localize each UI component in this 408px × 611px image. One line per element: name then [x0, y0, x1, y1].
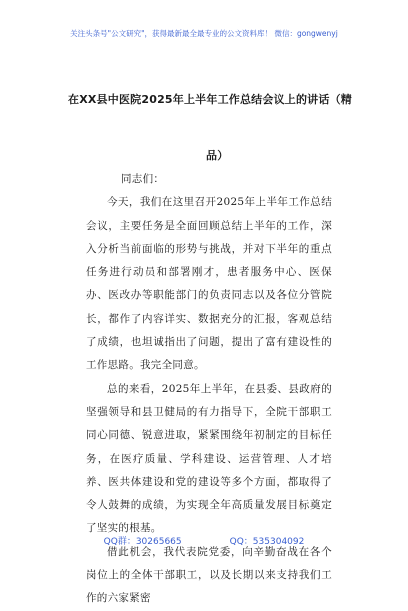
footer-qq: QQ：535304092: [229, 537, 305, 547]
footer-qq-group: QQ群：30265665: [103, 537, 182, 547]
document-title: [60, 92, 360, 164]
salutation: 同志们：: [121, 173, 165, 185]
header-banner: 关注头条号"公文研究"，获得最新最全最专业的公文资料库！ 微信：gongwenyj: [70, 29, 338, 38]
footer-contact: [0, 534, 408, 547]
paragraph-2: 总的来看，2025年上半年，在县委、县政府的坚强领导和县卫健局的有力指导下，全院干部职工同心同德、锐意进取，紧紧围绕年初制定的目标任务，在医疗质量、学科建设、运营管理、人才培养、医共体建设和党的建设等多个方面，都取得了令人鼓舞的成绩，为实现全年高质量发展目标奠定了坚实的根基。: [86, 382, 332, 535]
title-line-1: 在XX县中医院2025年上半年工作总结会议上的讲话（精: [68, 93, 352, 106]
title-line-2: 品）: [206, 149, 229, 162]
paragraph-3: 借此机会，我代表院党委，向辛勤奋战在各个岗位上的全体干部职工，以及长期以来支持我们工作的六家紧密: [86, 545, 332, 605]
paragraph-1: 今天，我们在这里召开2025年上半年工作总结会议，主要任务是全面回顾总结上半年的工作，深入分析当前面临的形势与挑战，并对下半年的重点任务进行动员和部署刚才，患者服务中心、医保办、医改办等职能部门的负责同志以及各位分管院长，都作了内容详实、数据充分的汇报，客观总结了成绩，也坦诚指出了问题，提出了富有建设性的工作思路。我完全同意。: [86, 196, 332, 372]
